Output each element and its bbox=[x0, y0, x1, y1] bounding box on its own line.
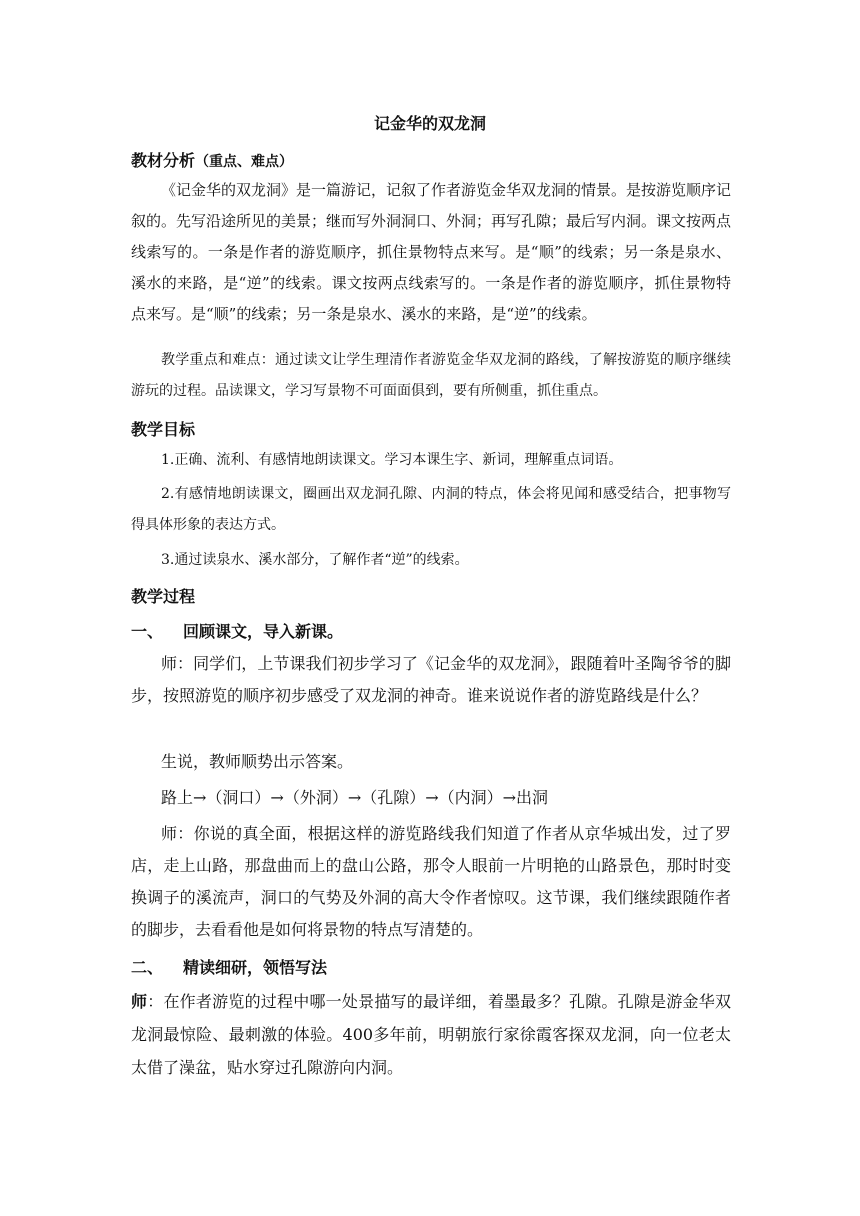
process-heading: 教学过程 bbox=[131, 587, 196, 606]
goals-heading: 教学目标 bbox=[131, 420, 196, 439]
process-paragraph-1: 师：同学们，上节课我们初步学习了《记金华的双龙洞》，跟随着叶圣陶爷爷的脚步，按照游览的顺序初步感受了双龙洞的神奇。谁来说说作者的游览路线是什么？ bbox=[131, 654, 731, 705]
process-paragraph-4-text: ：在作者游览的过程中哪一处景描写的最详细，着墨最多？孔隙。孔隙是游金华双龙洞最惊险、最刺激的体验。400多年前，明朝旅行家徐霞客探双龙洞，向一位老太太借了澡盆，贴水穿过孔隙游向内洞。 bbox=[131, 992, 731, 1077]
goal-item-2: 2.有感情地朗读课文，圈画出双龙洞孔隙、内洞的特点，体会将见闻和感受结合，把事物写得具体形象的表达方式。 bbox=[131, 486, 731, 533]
goal-item-1: 1.正确、流利、有感情地朗读课文。学习本课生字、新词，理解重点词语。 bbox=[161, 452, 623, 468]
analysis-paragraph-1: 《记金华的双龙洞》是一篇游记，记叙了作者游览金华双龙洞的情景。是按游览顺序记叙的。先写沿途所见的美景；继而写外洞洞口、外洞；再写孔隙；最后写内洞。课文按两点线索写的。一条是作者的游览顺序，抓住景物特点来写。是“顺”的线索；另一条是泉水、溪水的来路，是“逆”的线索。课文按两点线索写的。一条是作者的游览顺序，抓住景物特点来写。是“顺”的线索；另一条是泉水、溪水的来路，是“逆”的线索。 bbox=[131, 181, 732, 323]
analysis-heading bbox=[131, 148, 293, 171]
document-title: 记金华的双龙洞 bbox=[373, 114, 486, 133]
section-2-title: 精读细研，领悟写法 bbox=[183, 958, 328, 977]
process-paragraph-2: 生说，教师顺势出示答案。 bbox=[161, 752, 354, 771]
process-paragraph-3: 师：你说的真全面，根据这样的游览路线我们知道了作者从京华城出发，过了罗店，走上山路，那盘曲而上的盘山公路，那令人眼前一片明艳的山路景色，那时时变换调子的溪流声，洞口的气势及外洞的高大令作者惊叹。这节课，我们继续跟随作者的脚步，去看看他是如何将景物的特点写清楚的。 bbox=[131, 824, 731, 939]
section-1-title: 回顾课文，导入新课。 bbox=[183, 622, 344, 641]
analysis-heading-note: （重点、难点） bbox=[195, 154, 294, 170]
section-2-number: 二、 bbox=[131, 958, 164, 977]
goal-item-3: 3.通过读泉水、溪水部分，了解作者“逆”的线索。 bbox=[161, 552, 469, 568]
analysis-heading-text: 教材分析 bbox=[131, 151, 196, 170]
route-line: 路上→（洞口）→（外洞）→（孔隙）→（内洞）→出洞 bbox=[161, 788, 549, 807]
process-paragraph-4 bbox=[131, 985, 731, 1084]
section-1-heading bbox=[131, 619, 343, 642]
analysis-paragraph-2: 教学重点和难点：通过读文让学生理清作者游览金华双龙洞的路线，了解按游览的顺序继续游玩的过程。品读课文，学习写景物不可面面俱到，要有所侧重，抓住重点。 bbox=[131, 352, 731, 399]
section-1-number: 一、 bbox=[131, 622, 164, 641]
section-2-heading bbox=[131, 955, 327, 978]
teacher-label: 师 bbox=[131, 992, 148, 1011]
